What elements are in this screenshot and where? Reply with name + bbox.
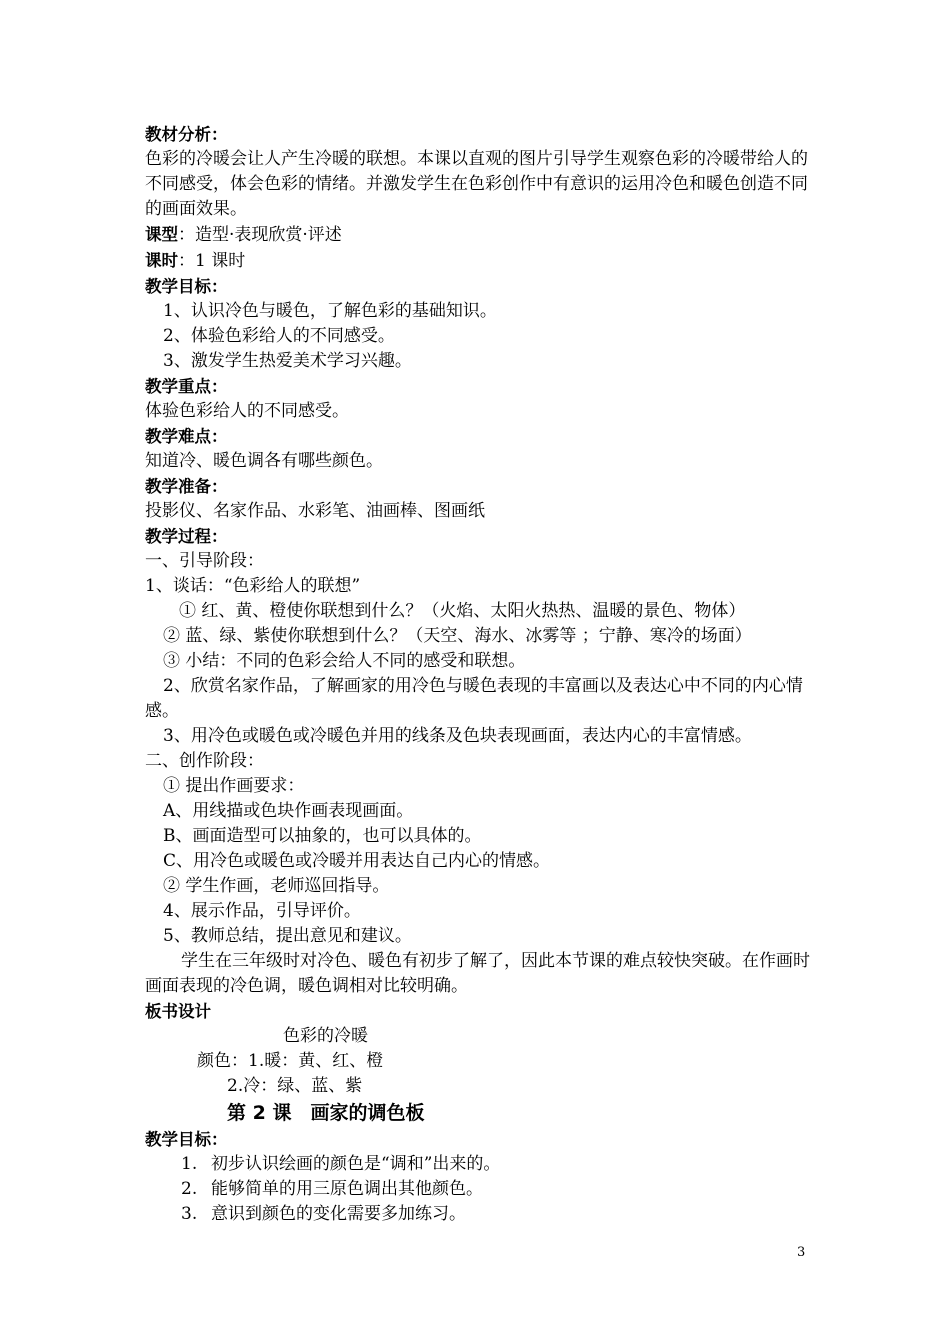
process-line: 2、欣赏名家作品，了解画家的用冷色与暖色表现的丰富画以及表达心中不同的内心情感。 (145, 676, 803, 721)
hours-value: ：1 课时 (178, 251, 246, 271)
board-line: 2.冷：绿、蓝、紫 (227, 1076, 363, 1096)
goal-text: 初步认识绘画的颜色是“调和”出来的。 (211, 1154, 501, 1174)
difficulty-text: 知道冷、暖色调各有哪些颜色。 (145, 451, 383, 471)
process-line: ① 红、黄、橙使你联想到什么？（火焰、太阳火热热、温暖的景色、物体） (179, 601, 746, 621)
goal-text: 能够简单的用三原色调出其他颜色。 (211, 1179, 483, 1199)
process-line: 3、用冷色或暖色或冷暖色并用的线条及色块表现画面，表达内心的丰富情感。 (163, 726, 752, 746)
lesson2-goals-heading: 教学目标： (145, 1130, 228, 1149)
process-line: 一、引导阶段： (145, 551, 264, 571)
lesson-type (145, 222, 815, 248)
goal-item: 1、认识冷色与暖色，了解色彩的基础知识。 (163, 301, 497, 321)
type-label: 课型 (145, 225, 178, 244)
material-heading: 教材分析： (145, 125, 228, 144)
process-line: A、用线描或色块作画表现画面。 (163, 801, 414, 821)
process-line: 5、教师总结，提出意见和建议。 (163, 926, 412, 946)
key-heading: 教学重点： (145, 377, 228, 396)
goal-number: 1. (181, 1154, 198, 1174)
goal-text: 意识到颜色的变化需要多加练习。 (211, 1204, 466, 1224)
process-line: 1、谈话：“色彩给人的联想” (145, 576, 361, 596)
goal-number: 2. (181, 1179, 198, 1199)
process-line: 4、展示作品，引导评价。 (163, 901, 361, 921)
board-title: 色彩的冷暖 (283, 1026, 368, 1046)
prep-text: 投影仪、名家作品、水彩笔、油画棒、图画纸 (145, 501, 485, 521)
page-number: 3 (797, 1245, 806, 1260)
process-line: ③ 小结：不同的色彩会给人不同的感受和联想。 (163, 651, 526, 671)
lesson2-goal-item (145, 1177, 815, 1202)
lesson2-title: 第 2 课 画家的调色板 (227, 1102, 425, 1124)
goal-item: 2、体验色彩给人的不同感受。 (163, 326, 395, 346)
document-body (145, 122, 815, 1227)
process-line: C、用冷色或暖色或冷暖并用表达自己内心的情感。 (163, 851, 551, 871)
lesson-hours (145, 248, 815, 274)
process-line: ② 蓝、绿、紫使你联想到什么？（天空、海水、冰雾等 ；宁静、寒冷的场面） (163, 626, 752, 646)
lesson2-goal-item (145, 1152, 815, 1177)
goal-number: 3. (181, 1204, 198, 1224)
process-line: 二、创作阶段： (145, 751, 264, 771)
lesson2-goal-item (145, 1202, 815, 1227)
prep-heading: 教学准备： (145, 477, 228, 496)
goal-item: 3、激发学生热爱美术学习兴趣。 (163, 351, 412, 371)
board-line: 颜色：1.暖：黄、红、橙 (197, 1051, 384, 1071)
process-line: ② 学生作画，老师巡回指导。 (163, 876, 390, 896)
process-summary: 学生在三年级时对冷色、暖色有初步了解了，因此本节课的难点较快突破。在作画时画面表现的冷色调，暖色调相对比较明确。 (145, 951, 810, 996)
process-heading: 教学过程： (145, 527, 228, 546)
key-text: 体验色彩给人的不同感受。 (145, 401, 349, 421)
process-line: B、画面造型可以抽象的，也可以具体的。 (163, 826, 482, 846)
hours-label: 课时 (145, 251, 178, 270)
process-line: ① 提出作画要求： (163, 776, 305, 796)
goals-heading: 教学目标： (145, 277, 228, 296)
type-value: ：造型·表现欣赏·评述 (178, 225, 342, 245)
material-text: 色彩的冷暖会让人产生冷暖的联想。本课以直观的图片引导学生观察色彩的冷暖带给人的不同感受，体会色彩的情绪。并激发学生在色彩创作中有意识的运用冷色和暖色创造不同的画面效果。 (145, 149, 808, 219)
difficulty-heading: 教学难点： (145, 427, 228, 446)
board-heading: 板书设计 (145, 1002, 211, 1021)
